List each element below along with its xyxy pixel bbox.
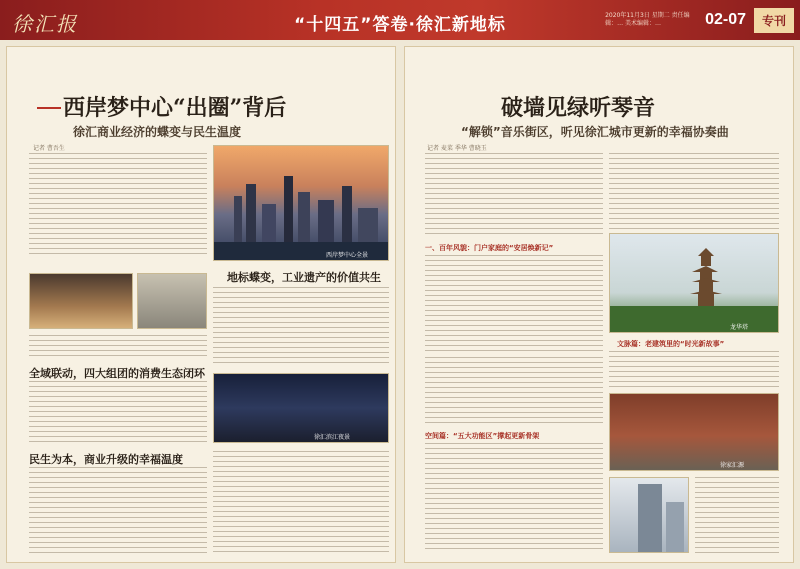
- section-heading-1: 地标蝶变，工业遗产的价值共生: [227, 271, 381, 284]
- left-article: [6, 46, 396, 563]
- highrise-graphic: [610, 478, 689, 553]
- highrise-photo: [609, 477, 689, 553]
- newspaper-logo: 徐汇报: [12, 12, 78, 36]
- skyline-graphic: [214, 146, 389, 261]
- subhead-2: 文脉篇：老建筑里的“时光新故事”: [617, 340, 725, 348]
- right-byline: 记者 麦菜 季华 曹晓玉: [427, 145, 487, 152]
- photo-caption: 徐汇滨江夜景: [314, 434, 351, 441]
- right-article: [404, 46, 794, 563]
- body-text: [29, 467, 207, 553]
- headline-accent: [37, 107, 61, 109]
- body-text: [425, 357, 603, 425]
- section-label: 专刊: [754, 8, 794, 33]
- masthead-right: [605, 6, 794, 34]
- subhead-1: 一、百年风貌：门户家庭的“安居焕新记”: [425, 244, 554, 252]
- body-text: [695, 477, 779, 553]
- body-text: [425, 153, 603, 237]
- heritage-building-photo: [609, 393, 779, 471]
- body-text: [29, 381, 207, 445]
- body-text: [29, 335, 207, 359]
- left-headline: 西岸梦中心“出圈”背后: [63, 95, 287, 121]
- masthead: [0, 0, 800, 40]
- subhead-3: 空间篇：“五大功能区”撑起更新骨架: [425, 432, 540, 440]
- page-numbers: 02-07: [705, 11, 746, 28]
- body-text: [425, 443, 603, 553]
- section-heading-3: 民生为本，商业升级的幸福温度: [29, 453, 183, 466]
- body-text: [213, 287, 389, 367]
- pagoda-graphic: [610, 234, 779, 333]
- west-bund-photo: [213, 145, 389, 261]
- photo-caption: 西岸梦中心全景: [326, 252, 369, 259]
- body-text: [213, 451, 389, 553]
- riverside-photo: [213, 373, 389, 443]
- body-text: [609, 153, 779, 229]
- left-byline: 记者 曹吾生: [33, 145, 65, 152]
- body-text: [425, 255, 603, 351]
- photo-caption: 龙华塔: [730, 324, 749, 331]
- date-line: 2020年11月3日 星期二 责任编辑：… 美术编辑：…: [605, 12, 690, 27]
- street-photo: [137, 273, 207, 329]
- mall-photo: [29, 273, 133, 329]
- pagoda-photo: [609, 233, 779, 333]
- body-text: [29, 153, 207, 257]
- photo-caption: 徐家汇源: [720, 462, 745, 469]
- left-subhead: 徐汇商业经济的蝶变与民生温度: [73, 125, 242, 139]
- body-text: [609, 351, 779, 387]
- issue-title: “十四五”答卷·徐汇新地标: [294, 15, 506, 35]
- right-subhead: “解锁”音乐街区，听见徐汇城市更新的幸福协奏曲: [461, 125, 729, 139]
- section-heading-2: 全域联动，四大组团的消费生态闭环: [29, 367, 205, 380]
- right-headline: 破墙见绿听琴音: [501, 95, 656, 121]
